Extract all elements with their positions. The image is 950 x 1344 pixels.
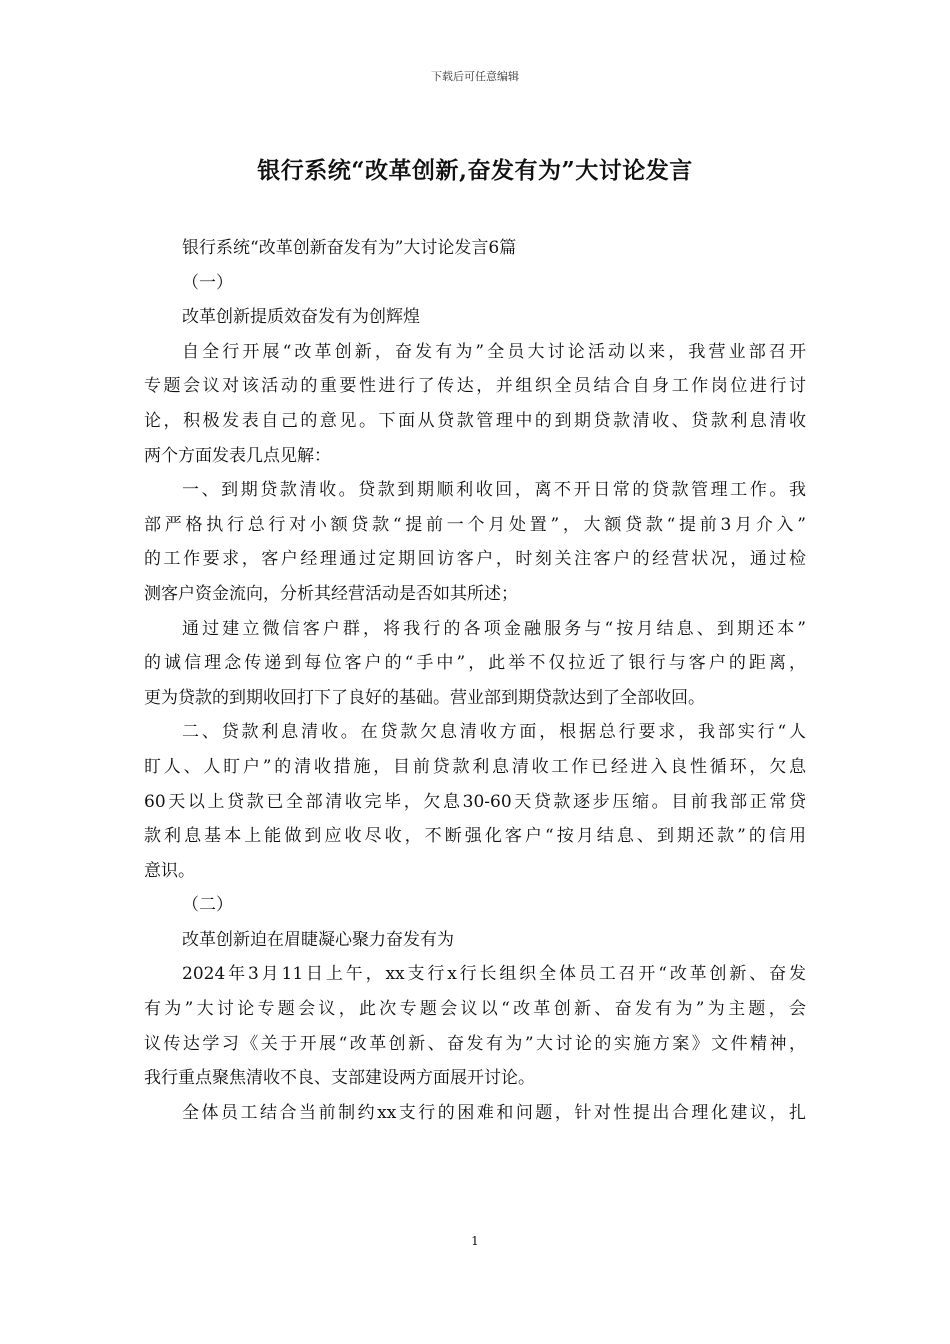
paragraph-line: 款利息基本上能做到应收尽收，不断强化客户“按月结息、到期还款”的信用 (144, 826, 806, 847)
paragraph-line: 测客户资金流向，分析其经营活动是否如其所述； (144, 583, 518, 604)
paragraph-line: 2024年3月11日上午，xx支行x行长组织全体员工召开“改革创新、奋发 (182, 964, 806, 985)
subtitle-line: 银行系统“改革创新奋发有为”大讨论发言6篇 (182, 238, 517, 258)
paragraph-line: 盯人、人盯户”的清收措施，目前贷款利息清收工作已经进入良性循环，欠息 (144, 756, 806, 777)
paragraph-line: 有为”大讨论专题会议，此次专题会议以“改革创新、奋发有为”为主题，会 (144, 999, 806, 1020)
header-note: 下载后可任意编辑 (431, 70, 519, 83)
paragraph-line: 专题会议对该活动的重要性进行了传达，并组织全员结合自身工作岗位进行讨 (144, 376, 806, 397)
section-marker: （一） (182, 272, 233, 293)
paragraph-line: 二、贷款利息清收。在贷款欠息清收方面，根据总行要求，我部实行“人 (182, 722, 806, 743)
paragraph-line: 我行重点聚焦清收不良、支部建设两方面展开讨论。 (144, 1068, 535, 1089)
paragraph-line: 意识。 (144, 860, 195, 881)
section-marker: （二） (182, 895, 233, 916)
paragraph-line: 议传达学习《关于开展“改革创新、奋发有为”大讨论的实施方案》文件精神， (144, 1033, 806, 1054)
section-heading: 改革创新提质效奋发有为创辉煌 (182, 307, 420, 328)
paragraph-line: 两个方面发表几点见解： (144, 445, 331, 466)
document-body (144, 231, 806, 1130)
document-title: 银行系统“改革创新,奋发有为”大讨论发言 (257, 157, 693, 184)
paragraph-line: 的工作要求，客户经理通过定期回访客户，时刻关注客户的经营状况，通过检 (144, 549, 806, 570)
paragraph-line: 论，积极发表自己的意见。下面从贷款管理中的到期贷款清收、贷款利息清收 (144, 410, 806, 431)
paragraph-line: 自全行开展“改革创新，奋发有为”全员大讨论活动以来，我营业部召开 (182, 341, 806, 362)
page-number: 1 (471, 1234, 479, 1248)
paragraph-line: 一、到期贷款清收。贷款到期顺利收回，离不开日常的贷款管理工作。我 (182, 480, 806, 501)
paragraph-line: 更为贷款的到期收回打下了良好的基础。营业部到期贷款达到了全部收回。 (144, 687, 705, 708)
paragraph-line: 通过建立微信客户群，将我行的各项金融服务与“按月结息、到期还本” (182, 618, 806, 639)
paragraph-line: 的诚信理念传递到每位客户的“手中”，此举不仅拉近了银行与客户的距离， (144, 653, 806, 674)
paragraph-line: 全体员工结合当前制约xx支行的困难和问题，针对性提出合理化建议，扎 (182, 1102, 806, 1123)
section-heading: 改革创新迫在眉睫凝心聚力奋发有为 (182, 929, 454, 950)
paragraph-line: 60天以上贷款已全部清收完毕，欠息30-60天贷款逐步压缩。目前我部正常贷 (144, 791, 806, 812)
paragraph-line: 部严格执行总行对小额贷款“提前一个月处置”，大额贷款“提前3月介入” (144, 514, 806, 535)
